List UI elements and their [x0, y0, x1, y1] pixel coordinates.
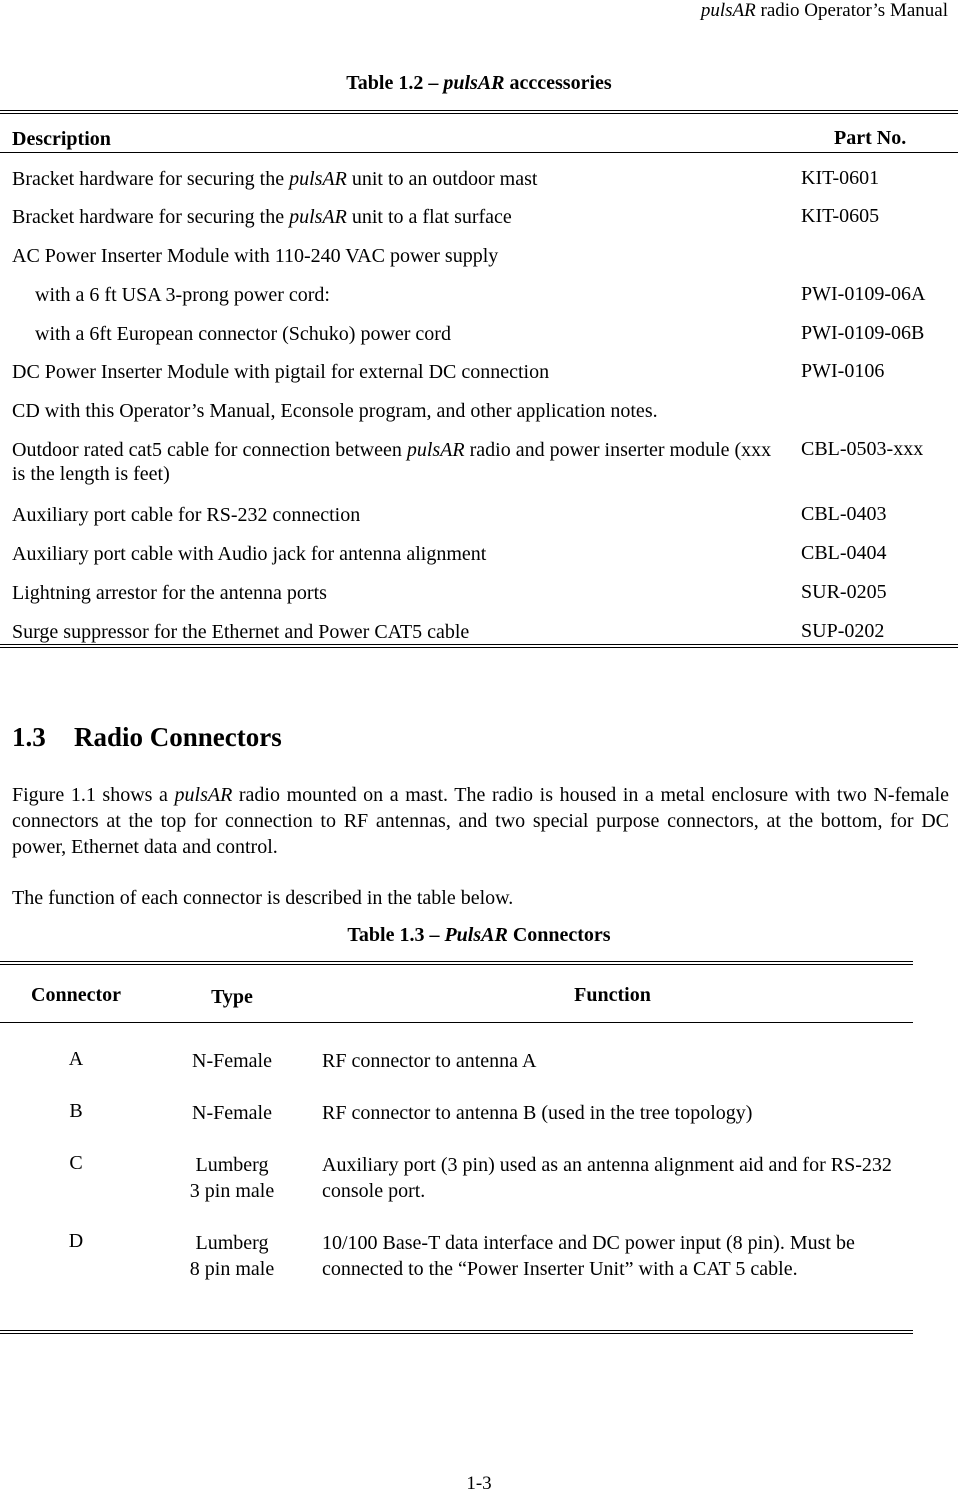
row-description: Lightning arrestor for the antenna ports [12, 582, 327, 604]
row-type: N-Female [192, 1050, 272, 1072]
caption-product: PulsAR [444, 924, 508, 946]
caption-product: pulsAR [443, 72, 505, 94]
row-description: with a 6ft European connector (Schuko) power cord [35, 323, 451, 345]
row-function: Auxiliary port (3 pin) used as an antenna alignment aid and for RS-232 console port. [322, 1154, 892, 1202]
row-connector: B [69, 1100, 83, 1122]
row-description: Auxiliary port cable with Audio jack for antenna alignment [12, 543, 487, 565]
table-bottom-rule [0, 1330, 913, 1334]
row-part-number: SUR-0205 [801, 581, 887, 603]
row-type: Lumberg 3 pin male [189, 1154, 275, 1202]
col-header-function: Function [574, 984, 651, 1006]
row-part-number: PWI-0109-06B [801, 322, 925, 344]
col-header-connector: Connector [31, 984, 121, 1006]
row-part-number: PWI-0106 [801, 360, 885, 382]
row-part-number: KIT-0605 [801, 205, 880, 227]
caption-suffix: Connectors [507, 924, 611, 946]
header-rule [0, 1022, 913, 1023]
row-type: Lumberg 8 pin male [189, 1232, 275, 1280]
table-1-2-caption [0, 72, 958, 95]
col-header-part: Part No. [834, 127, 907, 149]
row-part-number: CBL-0403 [801, 503, 887, 525]
row-function: RF connector to antenna A [322, 1050, 537, 1072]
table-top-rule [0, 961, 913, 965]
col-header-type: Type [211, 986, 253, 1008]
row-type: N-Female [192, 1102, 272, 1124]
row-part-number: CBL-0503-xxx [801, 438, 924, 460]
col-header-description: Description [12, 128, 111, 150]
header-product-name: pulsAR [700, 0, 756, 21]
caption-suffix: acccessories [504, 72, 612, 94]
row-description: Auxiliary port cable for RS-232 connection [12, 504, 361, 526]
row-description: Bracket hardware for securing the pulsAR unit to an outdoor mast [12, 168, 538, 190]
row-part-number: KIT-0601 [801, 167, 880, 189]
section-number: 1.3 [12, 722, 46, 752]
row-function: 10/100 Base-T data interface and DC power input (8 pin). Must be connected to the “Power Inserter Unit” with a CAT 5 cable. [322, 1232, 855, 1280]
row-description: Bracket hardware for securing the pulsAR unit to a flat surface [12, 206, 512, 228]
page-number: 1-3 [466, 1473, 492, 1494]
section-title: Radio Connectors [74, 722, 282, 752]
row-connector: C [69, 1152, 83, 1174]
row-description: Outdoor rated cat5 cable for connection between pulsAR radio and power inserter module (xxx is the length is feet) [12, 439, 772, 485]
row-part-number: SUP-0202 [801, 620, 885, 642]
row-description: with a 6 ft USA 3-prong power cord: [35, 284, 330, 306]
body-paragraph: Figure 1.1 shows a pulsAR radio mounted on a mast. The radio is housed in a metal enclosure with two N-female connectors at the top for connection to RF antennas, and two special purpose connectors, at the bottom, for DC power, Ethernet data and control. [12, 784, 949, 858]
row-description: AC Power Inserter Module with 110-240 VAC power supply [12, 245, 499, 267]
header-title-text: radio Operator’s Manual [755, 0, 948, 21]
header-rule [0, 152, 958, 153]
row-description: DC Power Inserter Module with pigtail for external DC connection [12, 361, 550, 383]
row-connector: A [68, 1048, 84, 1070]
row-connector: D [68, 1230, 84, 1252]
row-function: RF connector to antenna B (used in the tree topology) [322, 1102, 753, 1124]
row-part-number: PWI-0109-06A [801, 283, 926, 305]
table-bottom-rule [0, 644, 958, 648]
row-part-number: CBL-0404 [801, 542, 887, 564]
caption-prefix: Table 1.3 – [347, 924, 445, 946]
section-heading [12, 722, 282, 753]
body-paragraph: The function of each connector is described in the table below. [12, 887, 514, 909]
table-top-rule [0, 110, 958, 114]
row-description: CD with this Operator’s Manual, Econsole program, and other application notes. [12, 400, 658, 422]
row-description: Surge suppressor for the Ethernet and Power CAT5 cable [12, 621, 470, 643]
caption-prefix: Table 1.2 – [346, 72, 444, 94]
table-1-3-caption [0, 924, 958, 947]
running-header [701, 0, 948, 22]
